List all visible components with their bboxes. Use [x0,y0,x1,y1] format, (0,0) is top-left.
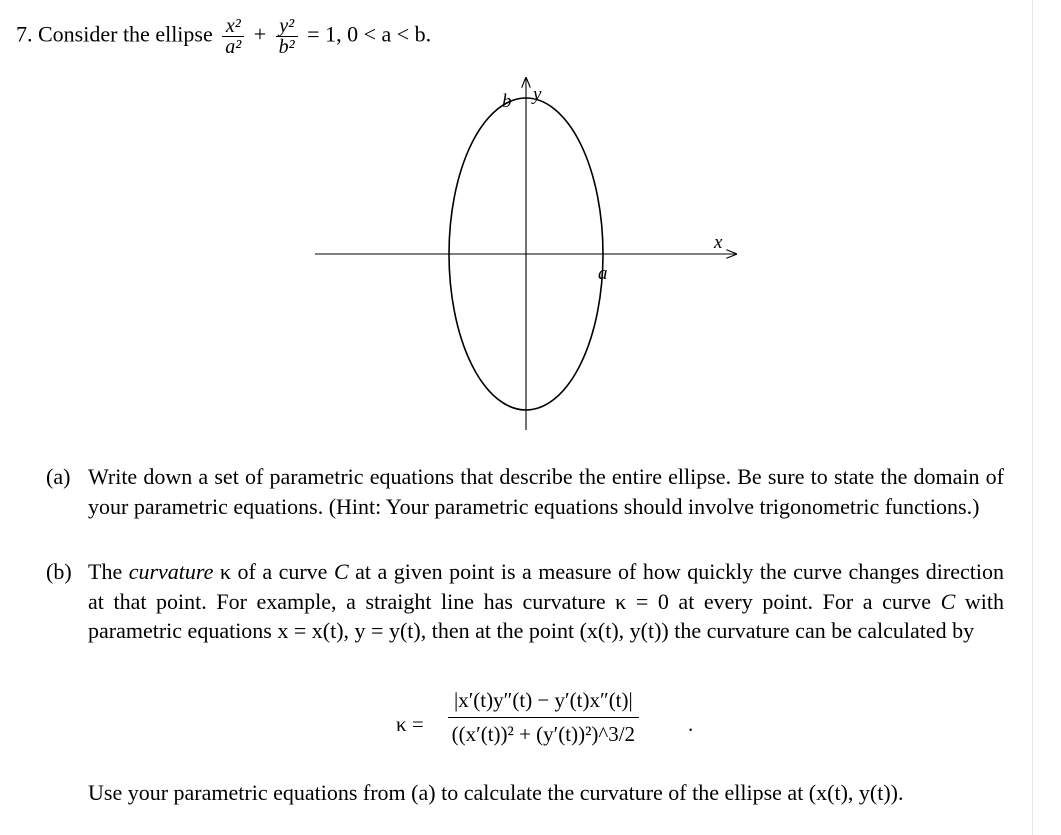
question-intro: Consider the ellipse [38,21,213,47]
part-a-text: Write down a set of parametric equations that describe the entire ellipse. Be sure to state the domain of your parametric equations. (Hint: Your parametric equations should involve trigonometric functions.) [88,464,1004,519]
formula-denominator: ((x′(t))² + (y′(t))²)^3/2 [451,722,636,746]
formula-end: . [688,712,694,736]
fraction-numerator-y: y² [276,16,298,37]
curve-c-1: C [333,559,349,584]
fraction-y-over-b [276,16,298,57]
x-axis-label: x [714,232,723,253]
curvature-term: curvature [128,559,214,584]
part-a-label: (a) [46,464,71,489]
question-number: 7. [16,21,33,47]
fraction-x-over-a [222,16,244,57]
page-edge-line [1032,0,1033,835]
plus-sign: + [253,21,267,47]
a-label: a [598,263,608,284]
ellipse-figure [300,70,750,435]
part-b-text-3: at a given point is a measure of how quickly the curve changes direction at that point. For example, a straight line has curvature κ = 0 at every point. For a curve [88,559,1005,614]
part-b [46,557,1004,646]
fraction-numerator-x: x² [222,16,244,37]
fraction-denominator-a: a² [225,36,242,58]
formula-fraction [448,688,639,747]
b-label: b [502,91,512,112]
fraction-denominator-b: b² [278,36,295,58]
question-statement [16,16,431,57]
part-a [46,462,1004,521]
part-b-text-4: with parametric equations x = x(t), y = y(t), then at the point (x(t), y(t)) the curvature can be calculated by [88,588,1005,643]
part-b-text-1: The [88,559,123,584]
equation-rest: = 1, 0 < a < b. [307,21,432,47]
part-b-text-2: κ of a curve [219,559,328,584]
formula-numerator: |x′(t)y″(t) − y′(t)x″(t)| [448,688,639,718]
part-b-label: (b) [46,559,72,584]
closing-instruction: Use your parametric equations from (a) to calculate the curvature of the ellipse at (x(t), y(t)). [88,780,904,805]
part-b-text [88,557,1004,646]
y-axis-label: y [533,84,542,105]
formula-lhs: κ = [396,712,424,736]
curve-c-2: C [940,588,956,614]
